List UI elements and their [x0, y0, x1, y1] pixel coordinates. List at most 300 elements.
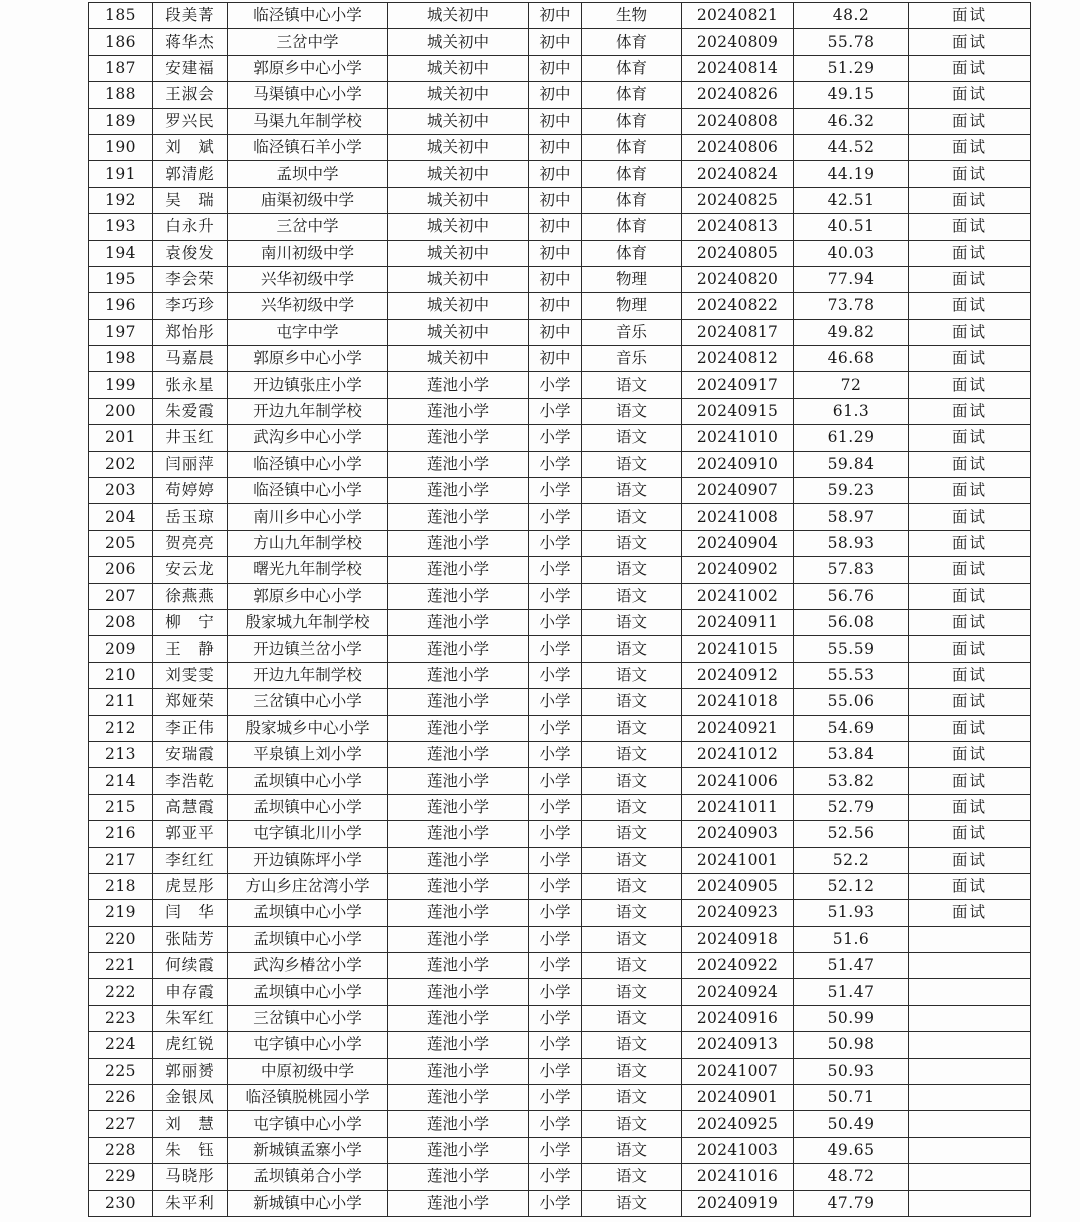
- school-level-cell: 小学: [529, 583, 582, 609]
- interview-note-cell: 面试: [909, 134, 1031, 160]
- subject-cell: 语文: [582, 609, 682, 635]
- exam-id-cell: 20240911: [682, 609, 794, 635]
- table-row: [89, 583, 1031, 609]
- score-cell: 44.19: [794, 161, 909, 187]
- interview-note-cell: 面试: [909, 425, 1031, 451]
- original-school-cell: 孟坝镇中心小学: [228, 794, 388, 820]
- row-number-cell: 215: [89, 794, 153, 820]
- target-school-cell: 莲池小学: [388, 451, 529, 477]
- original-school-cell: 孟坝镇中心小学: [228, 926, 388, 952]
- subject-cell: 物理: [582, 266, 682, 292]
- candidate-name-cell: 张永星: [153, 372, 228, 398]
- interview-note-cell: [909, 979, 1031, 1005]
- subject-cell: 语文: [582, 372, 682, 398]
- score-cell: 48.2: [794, 3, 909, 29]
- target-school-cell: 城关初中: [388, 187, 529, 213]
- school-level-cell: 小学: [529, 425, 582, 451]
- subject-cell: 语文: [582, 530, 682, 556]
- candidate-name-cell: 郭清彪: [153, 161, 228, 187]
- table-row: [89, 768, 1031, 794]
- row-number-cell: 206: [89, 557, 153, 583]
- target-school-cell: 莲池小学: [388, 900, 529, 926]
- score-cell: 51.6: [794, 926, 909, 952]
- school-level-cell: 小学: [529, 609, 582, 635]
- target-school-cell: 莲池小学: [388, 583, 529, 609]
- school-level-cell: 初中: [529, 266, 582, 292]
- interview-note-cell: 面试: [909, 583, 1031, 609]
- original-school-cell: 新城镇孟寨小学: [228, 1137, 388, 1163]
- interview-note-cell: 面试: [909, 478, 1031, 504]
- exam-id-cell: 20240824: [682, 161, 794, 187]
- subject-cell: 体育: [582, 55, 682, 81]
- original-school-cell: 南川乡中心小学: [228, 504, 388, 530]
- school-level-cell: 小学: [529, 873, 582, 899]
- subject-cell: 语文: [582, 1137, 682, 1163]
- original-school-cell: 临泾镇中心小学: [228, 478, 388, 504]
- school-level-cell: 小学: [529, 1058, 582, 1084]
- school-level-cell: 小学: [529, 768, 582, 794]
- exam-id-cell: 20240910: [682, 451, 794, 477]
- table-row: [89, 609, 1031, 635]
- candidate-name-cell: 袁俊发: [153, 240, 228, 266]
- original-school-cell: 三岔镇中心小学: [228, 689, 388, 715]
- table-row: [89, 741, 1031, 767]
- target-school-cell: 城关初中: [388, 29, 529, 55]
- exam-id-cell: 20240905: [682, 873, 794, 899]
- target-school-cell: 莲池小学: [388, 821, 529, 847]
- table-row: [89, 161, 1031, 187]
- score-cell: 53.84: [794, 741, 909, 767]
- school-level-cell: 小学: [529, 953, 582, 979]
- target-school-cell: 莲池小学: [388, 662, 529, 688]
- candidate-name-cell: 柳 宁: [153, 609, 228, 635]
- school-level-cell: 小学: [529, 926, 582, 952]
- original-school-cell: 孟坝镇中心小学: [228, 768, 388, 794]
- school-level-cell: 小学: [529, 900, 582, 926]
- interview-note-cell: 面试: [909, 398, 1031, 424]
- row-number-cell: 191: [89, 161, 153, 187]
- candidate-name-cell: 岳玉琼: [153, 504, 228, 530]
- score-cell: 59.23: [794, 478, 909, 504]
- target-school-cell: 城关初中: [388, 134, 529, 160]
- exam-id-cell: 20240806: [682, 134, 794, 160]
- original-school-cell: 殷家城乡中心小学: [228, 715, 388, 741]
- table-row: [89, 108, 1031, 134]
- candidate-name-cell: 白永升: [153, 214, 228, 240]
- original-school-cell: 郭原乡中心小学: [228, 346, 388, 372]
- table-row: [89, 451, 1031, 477]
- score-cell: 55.06: [794, 689, 909, 715]
- row-number-cell: 218: [89, 873, 153, 899]
- interview-note-cell: [909, 926, 1031, 952]
- subject-cell: 语文: [582, 451, 682, 477]
- subject-cell: 物理: [582, 293, 682, 319]
- target-school-cell: 莲池小学: [388, 689, 529, 715]
- exam-id-cell: 20241018: [682, 689, 794, 715]
- target-school-cell: 莲池小学: [388, 636, 529, 662]
- original-school-cell: 兴华初级中学: [228, 266, 388, 292]
- target-school-cell: 莲池小学: [388, 398, 529, 424]
- exam-id-cell: 20240917: [682, 372, 794, 398]
- row-number-cell: 192: [89, 187, 153, 213]
- score-cell: 49.82: [794, 319, 909, 345]
- subject-cell: 体育: [582, 134, 682, 160]
- original-school-cell: 临泾镇脱桃园小学: [228, 1085, 388, 1111]
- candidate-name-cell: 虎红锐: [153, 1032, 228, 1058]
- row-number-cell: 217: [89, 847, 153, 873]
- interview-note-cell: 面试: [909, 900, 1031, 926]
- exam-id-cell: 20240825: [682, 187, 794, 213]
- target-school-cell: 莲池小学: [388, 609, 529, 635]
- row-number-cell: 195: [89, 266, 153, 292]
- exam-id-cell: 20241011: [682, 794, 794, 820]
- subject-cell: 语文: [582, 1190, 682, 1216]
- score-cell: 50.71: [794, 1085, 909, 1111]
- target-school-cell: 城关初中: [388, 3, 529, 29]
- table-row: [89, 504, 1031, 530]
- interview-note-cell: 面试: [909, 768, 1031, 794]
- original-school-cell: 开边九年制学校: [228, 398, 388, 424]
- school-level-cell: 初中: [529, 187, 582, 213]
- school-level-cell: 初中: [529, 346, 582, 372]
- row-number-cell: 207: [89, 583, 153, 609]
- table-row: [89, 1111, 1031, 1137]
- exam-id-cell: 20241015: [682, 636, 794, 662]
- row-number-cell: 188: [89, 82, 153, 108]
- candidate-name-cell: 贺亮亮: [153, 530, 228, 556]
- table-row: [89, 346, 1031, 372]
- candidate-name-cell: 吴 瑞: [153, 187, 228, 213]
- score-cell: 46.32: [794, 108, 909, 134]
- target-school-cell: 城关初中: [388, 108, 529, 134]
- interview-note-cell: 面试: [909, 636, 1031, 662]
- target-school-cell: 城关初中: [388, 214, 529, 240]
- exam-id-cell: 20241003: [682, 1137, 794, 1163]
- interview-note-cell: 面试: [909, 821, 1031, 847]
- interview-note-cell: [909, 1190, 1031, 1216]
- exam-id-cell: 20240821: [682, 3, 794, 29]
- interview-note-cell: [909, 1005, 1031, 1031]
- school-level-cell: 小学: [529, 662, 582, 688]
- exam-id-cell: 20241016: [682, 1164, 794, 1190]
- row-number-cell: 209: [89, 636, 153, 662]
- interview-note-cell: 面试: [909, 319, 1031, 345]
- original-school-cell: 郭原乡中心小学: [228, 55, 388, 81]
- exam-id-cell: 20241001: [682, 847, 794, 873]
- original-school-cell: 武沟乡中心小学: [228, 425, 388, 451]
- candidate-name-cell: 马晓彤: [153, 1164, 228, 1190]
- interview-note-cell: [909, 1058, 1031, 1084]
- target-school-cell: 莲池小学: [388, 794, 529, 820]
- interview-note-cell: 面试: [909, 451, 1031, 477]
- subject-cell: 语文: [582, 1005, 682, 1031]
- table-row: [89, 319, 1031, 345]
- original-school-cell: 马渠镇中心小学: [228, 82, 388, 108]
- score-cell: 51.29: [794, 55, 909, 81]
- exam-id-cell: 20240925: [682, 1111, 794, 1137]
- score-cell: 52.56: [794, 821, 909, 847]
- exam-id-cell: 20240923: [682, 900, 794, 926]
- candidate-name-cell: 苟婷婷: [153, 478, 228, 504]
- original-school-cell: 孟坝中学: [228, 161, 388, 187]
- table-row: [89, 55, 1031, 81]
- school-level-cell: 初中: [529, 55, 582, 81]
- school-level-cell: 小学: [529, 398, 582, 424]
- original-school-cell: 三岔中学: [228, 214, 388, 240]
- score-cell: 57.83: [794, 557, 909, 583]
- school-level-cell: 小学: [529, 715, 582, 741]
- school-level-cell: 初中: [529, 240, 582, 266]
- school-level-cell: 小学: [529, 530, 582, 556]
- row-number-cell: 187: [89, 55, 153, 81]
- row-number-cell: 228: [89, 1137, 153, 1163]
- original-school-cell: 方山九年制学校: [228, 530, 388, 556]
- table-row: [89, 794, 1031, 820]
- target-school-cell: 莲池小学: [388, 1190, 529, 1216]
- target-school-cell: 城关初中: [388, 82, 529, 108]
- candidate-name-cell: 闫 华: [153, 900, 228, 926]
- original-school-cell: 新城镇中心小学: [228, 1190, 388, 1216]
- exam-id-cell: 20240809: [682, 29, 794, 55]
- table-row: [89, 662, 1031, 688]
- interview-note-cell: 面试: [909, 794, 1031, 820]
- row-number-cell: 222: [89, 979, 153, 1005]
- exam-id-cell: 20240902: [682, 557, 794, 583]
- subject-cell: 语文: [582, 979, 682, 1005]
- school-level-cell: 小学: [529, 1190, 582, 1216]
- target-school-cell: 莲池小学: [388, 1032, 529, 1058]
- row-number-cell: 194: [89, 240, 153, 266]
- table-row: [89, 134, 1031, 160]
- target-school-cell: 莲池小学: [388, 953, 529, 979]
- exam-id-cell: 20241010: [682, 425, 794, 451]
- table-row: [89, 3, 1031, 29]
- candidate-name-cell: 郭亚平: [153, 821, 228, 847]
- exam-id-cell: 20240901: [682, 1085, 794, 1111]
- row-number-cell: 220: [89, 926, 153, 952]
- row-number-cell: 210: [89, 662, 153, 688]
- row-number-cell: 201: [89, 425, 153, 451]
- candidate-name-cell: 申存霞: [153, 979, 228, 1005]
- score-cell: 61.3: [794, 398, 909, 424]
- score-cell: 42.51: [794, 187, 909, 213]
- subject-cell: 体育: [582, 82, 682, 108]
- row-number-cell: 204: [89, 504, 153, 530]
- score-cell: 51.47: [794, 979, 909, 1005]
- interview-note-cell: 面试: [909, 847, 1031, 873]
- original-school-cell: 临泾镇中心小学: [228, 3, 388, 29]
- subject-cell: 体育: [582, 108, 682, 134]
- row-number-cell: 202: [89, 451, 153, 477]
- interview-note-cell: 面试: [909, 266, 1031, 292]
- candidate-name-cell: 李正伟: [153, 715, 228, 741]
- subject-cell: 体育: [582, 187, 682, 213]
- exam-id-cell: 20240919: [682, 1190, 794, 1216]
- original-school-cell: 殷家城九年制学校: [228, 609, 388, 635]
- exam-id-cell: 20240808: [682, 108, 794, 134]
- school-level-cell: 初中: [529, 161, 582, 187]
- score-cell: 54.69: [794, 715, 909, 741]
- candidate-name-cell: 高慧霞: [153, 794, 228, 820]
- target-school-cell: 城关初中: [388, 55, 529, 81]
- row-number-cell: 197: [89, 319, 153, 345]
- row-number-cell: 227: [89, 1111, 153, 1137]
- table-row: [89, 847, 1031, 873]
- candidate-name-cell: 段美菁: [153, 3, 228, 29]
- candidate-name-cell: 李红红: [153, 847, 228, 873]
- score-cell: 50.93: [794, 1058, 909, 1084]
- subject-cell: 语文: [582, 583, 682, 609]
- candidate-name-cell: 安建福: [153, 55, 228, 81]
- exam-id-cell: 20241007: [682, 1058, 794, 1084]
- candidate-name-cell: 刘雯雯: [153, 662, 228, 688]
- row-number-cell: 226: [89, 1085, 153, 1111]
- target-school-cell: 莲池小学: [388, 926, 529, 952]
- school-level-cell: 小学: [529, 794, 582, 820]
- score-cell: 53.82: [794, 768, 909, 794]
- candidate-name-cell: 李浩乾: [153, 768, 228, 794]
- row-number-cell: 229: [89, 1164, 153, 1190]
- school-level-cell: 初中: [529, 293, 582, 319]
- target-school-cell: 莲池小学: [388, 715, 529, 741]
- target-school-cell: 城关初中: [388, 240, 529, 266]
- school-level-cell: 小学: [529, 504, 582, 530]
- subject-cell: 体育: [582, 161, 682, 187]
- table-row: [89, 1190, 1031, 1216]
- exam-id-cell: 20240921: [682, 715, 794, 741]
- score-cell: 56.08: [794, 609, 909, 635]
- interview-note-cell: 面试: [909, 557, 1031, 583]
- school-level-cell: 初中: [529, 82, 582, 108]
- table-row: [89, 636, 1031, 662]
- interview-note-cell: 面试: [909, 662, 1031, 688]
- interview-note-cell: 面试: [909, 873, 1031, 899]
- table-body: [89, 3, 1031, 1217]
- subject-cell: 语文: [582, 741, 682, 767]
- school-level-cell: 初中: [529, 134, 582, 160]
- candidate-name-cell: 李巧珍: [153, 293, 228, 319]
- interview-note-cell: 面试: [909, 240, 1031, 266]
- exam-id-cell: 20240916: [682, 1005, 794, 1031]
- candidate-name-cell: 李会荣: [153, 266, 228, 292]
- table-row: [89, 557, 1031, 583]
- original-school-cell: 屯字镇中心小学: [228, 1111, 388, 1137]
- subject-cell: 生物: [582, 3, 682, 29]
- score-cell: 55.78: [794, 29, 909, 55]
- candidate-name-cell: 虎昱彤: [153, 873, 228, 899]
- exam-id-cell: 20241006: [682, 768, 794, 794]
- original-school-cell: 武沟乡椿岔小学: [228, 953, 388, 979]
- target-school-cell: 城关初中: [388, 346, 529, 372]
- candidate-name-cell: 朱 钰: [153, 1137, 228, 1163]
- subject-cell: 语文: [582, 478, 682, 504]
- row-number-cell: 221: [89, 953, 153, 979]
- score-cell: 59.84: [794, 451, 909, 477]
- candidate-name-cell: 金银凤: [153, 1085, 228, 1111]
- score-cell: 44.52: [794, 134, 909, 160]
- school-level-cell: 小学: [529, 821, 582, 847]
- candidate-name-cell: 徐燕燕: [153, 583, 228, 609]
- subject-cell: 语文: [582, 1085, 682, 1111]
- table-row: [89, 214, 1031, 240]
- row-number-cell: 225: [89, 1058, 153, 1084]
- table-row: [89, 979, 1031, 1005]
- table-row: [89, 82, 1031, 108]
- interview-note-cell: 面试: [909, 161, 1031, 187]
- subject-cell: 语文: [582, 953, 682, 979]
- score-cell: 61.29: [794, 425, 909, 451]
- score-cell: 52.12: [794, 873, 909, 899]
- original-school-cell: 兴华初级中学: [228, 293, 388, 319]
- candidate-name-cell: 刘 慧: [153, 1111, 228, 1137]
- table-row: [89, 1032, 1031, 1058]
- interview-note-cell: 面试: [909, 29, 1031, 55]
- exam-id-cell: 20240915: [682, 398, 794, 424]
- table-row: [89, 1058, 1031, 1084]
- target-school-cell: 莲池小学: [388, 1111, 529, 1137]
- candidate-name-cell: 朱平利: [153, 1190, 228, 1216]
- exam-id-cell: 20240913: [682, 1032, 794, 1058]
- candidate-name-cell: 王 静: [153, 636, 228, 662]
- interview-note-cell: 面试: [909, 609, 1031, 635]
- school-level-cell: 小学: [529, 689, 582, 715]
- subject-cell: 语文: [582, 1164, 682, 1190]
- subject-cell: 语文: [582, 873, 682, 899]
- target-school-cell: 城关初中: [388, 161, 529, 187]
- target-school-cell: 莲池小学: [388, 530, 529, 556]
- original-school-cell: 三岔中学: [228, 29, 388, 55]
- school-level-cell: 初中: [529, 319, 582, 345]
- score-cell: 48.72: [794, 1164, 909, 1190]
- exam-id-cell: 20240904: [682, 530, 794, 556]
- school-level-cell: 小学: [529, 1085, 582, 1111]
- school-level-cell: 初中: [529, 3, 582, 29]
- interview-note-cell: 面试: [909, 741, 1031, 767]
- row-number-cell: 200: [89, 398, 153, 424]
- original-school-cell: 临泾镇石羊小学: [228, 134, 388, 160]
- exam-id-cell: 20240820: [682, 266, 794, 292]
- target-school-cell: 城关初中: [388, 266, 529, 292]
- table-row: [89, 689, 1031, 715]
- interview-note-cell: 面试: [909, 689, 1031, 715]
- score-cell: 58.93: [794, 530, 909, 556]
- original-school-cell: 孟坝镇弟合小学: [228, 1164, 388, 1190]
- table-row: [89, 821, 1031, 847]
- original-school-cell: 临泾镇中心小学: [228, 451, 388, 477]
- table-row: [89, 926, 1031, 952]
- score-cell: 50.98: [794, 1032, 909, 1058]
- interview-note-cell: 面试: [909, 715, 1031, 741]
- row-number-cell: 223: [89, 1005, 153, 1031]
- table-row: [89, 478, 1031, 504]
- row-number-cell: 196: [89, 293, 153, 319]
- interview-note-cell: [909, 1032, 1031, 1058]
- exam-id-cell: 20241002: [682, 583, 794, 609]
- table-row: [89, 29, 1031, 55]
- score-cell: 46.68: [794, 346, 909, 372]
- subject-cell: 体育: [582, 29, 682, 55]
- candidate-name-cell: 闫丽萍: [153, 451, 228, 477]
- score-cell: 55.59: [794, 636, 909, 662]
- table-row: [89, 425, 1031, 451]
- row-number-cell: 211: [89, 689, 153, 715]
- interview-note-cell: 面试: [909, 372, 1031, 398]
- score-cell: 40.51: [794, 214, 909, 240]
- subject-cell: 语文: [582, 425, 682, 451]
- row-number-cell: 198: [89, 346, 153, 372]
- subject-cell: 体育: [582, 214, 682, 240]
- score-cell: 72: [794, 372, 909, 398]
